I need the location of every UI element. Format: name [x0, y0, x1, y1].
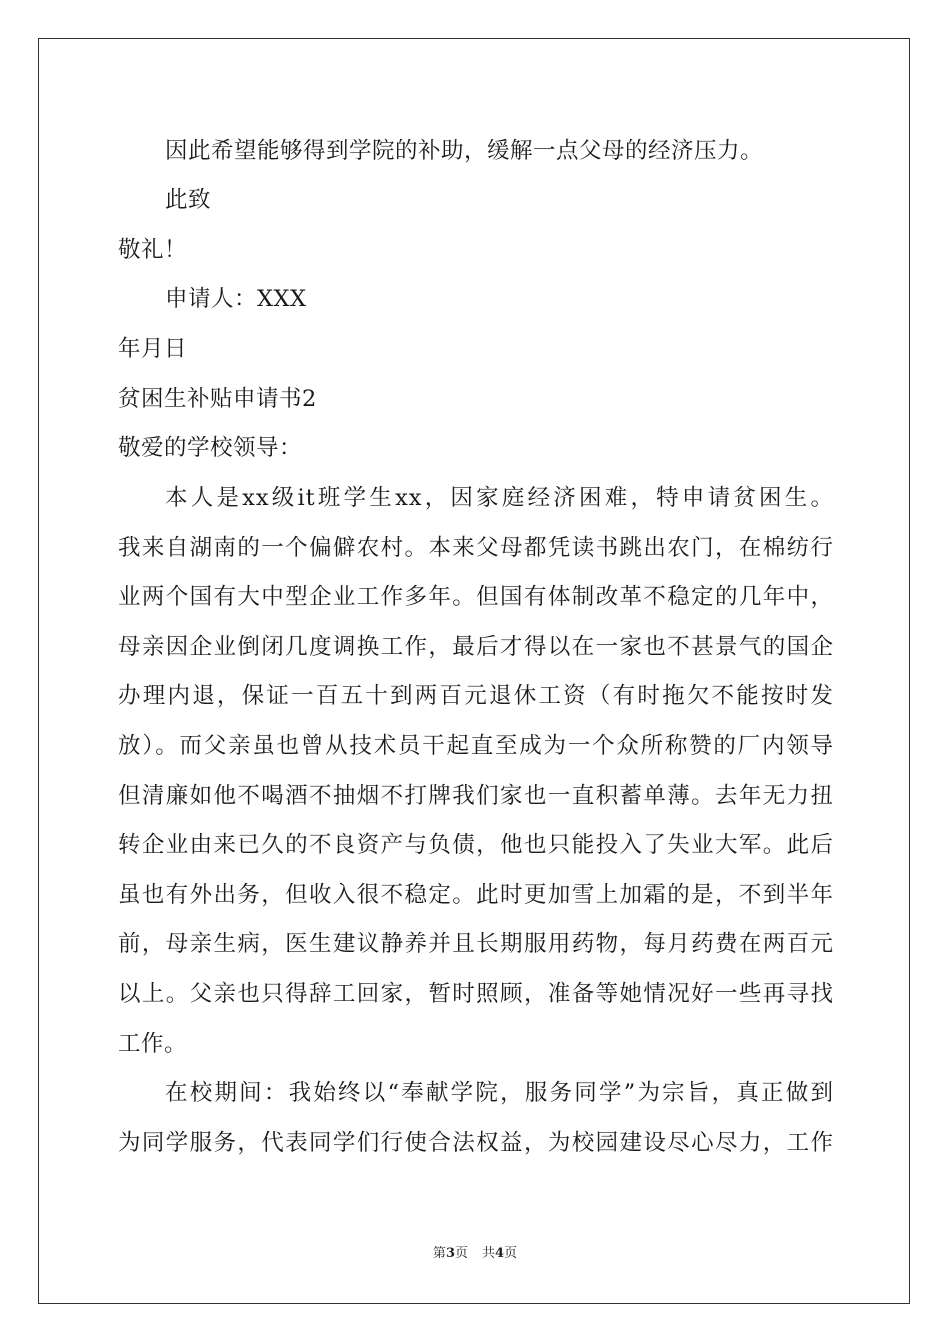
- paragraph-line: 工作。: [118, 1031, 188, 1057]
- closing-salutation: 此致: [165, 187, 212, 213]
- current-page-number: 3: [445, 1246, 455, 1261]
- paragraph-line: 我来自湖南的一个偏僻农村。本来父母都凭读书跳出农门，在棉纺行: [118, 535, 834, 561]
- paragraph-line: 虽也有外出务，但收入很不稳定。此时更加雪上加霜的是，不到半年: [118, 882, 834, 908]
- section-title: 贫困生补贴申请书2: [118, 386, 317, 412]
- paragraph-line: 放）。而父亲虽也曾从技术员干起直至成为一个众所称赞的厂内领导: [118, 733, 834, 759]
- paragraph-line: 母亲因企业倒闭几度调换工作，最后才得以在一家也不甚景气的国企: [118, 634, 834, 660]
- page-border: [38, 38, 910, 1304]
- paragraph-line: 为同学服务，代表同学们行使合法权益，为校园建设尽心尽力，工作: [118, 1130, 834, 1156]
- page-suffix: 页: [454, 1246, 468, 1261]
- closing-regards: 敬礼！: [118, 237, 188, 263]
- total-page-number: 4: [495, 1246, 505, 1261]
- paragraph-line: 本人是xx级it班学生xx，因家庭经济困难，特申请贫困生。: [165, 485, 834, 511]
- paragraph-line: 在校期间：我始终以“奉献学院，服务同学”为宗旨，真正做到: [165, 1080, 834, 1106]
- paragraph-line: 前，母亲生病，医生建议静养并且长期服用药物，每月药费在两百元: [118, 931, 834, 957]
- letter-greeting: 敬爱的学校领导：: [118, 435, 303, 461]
- paragraph-line: 转企业由来已久的不良资产与负债，他也只能投入了失业大军。此后: [118, 832, 834, 858]
- paragraph-line: 业两个国有大中型企业工作多年。但国有体制改革不稳定的几年中，: [118, 584, 834, 610]
- total-suffix: 页: [504, 1246, 518, 1261]
- page-prefix: 第: [432, 1246, 446, 1261]
- paragraph-line: 但清廉如他不喝酒不抽烟不打牌我们家也一直积蓄单薄。去年无力扭: [118, 783, 834, 809]
- paragraph-line: 办理内退，保证一百五十到两百元退休工资（有时拖欠不能按时发: [118, 683, 834, 709]
- total-prefix: 共: [482, 1246, 496, 1261]
- paragraph-line: 以上。父亲也只得辞工回家，暂时照顾，准备等她情况好一些再寻找: [118, 981, 834, 1007]
- date-line: 年月日: [118, 336, 188, 362]
- page-footer: [0, 1245, 950, 1263]
- paragraph-line: 因此希望能够得到学院的补助，缓解一点父母的经济压力。: [165, 138, 764, 164]
- applicant-signature: 申请人：XXX: [165, 286, 307, 312]
